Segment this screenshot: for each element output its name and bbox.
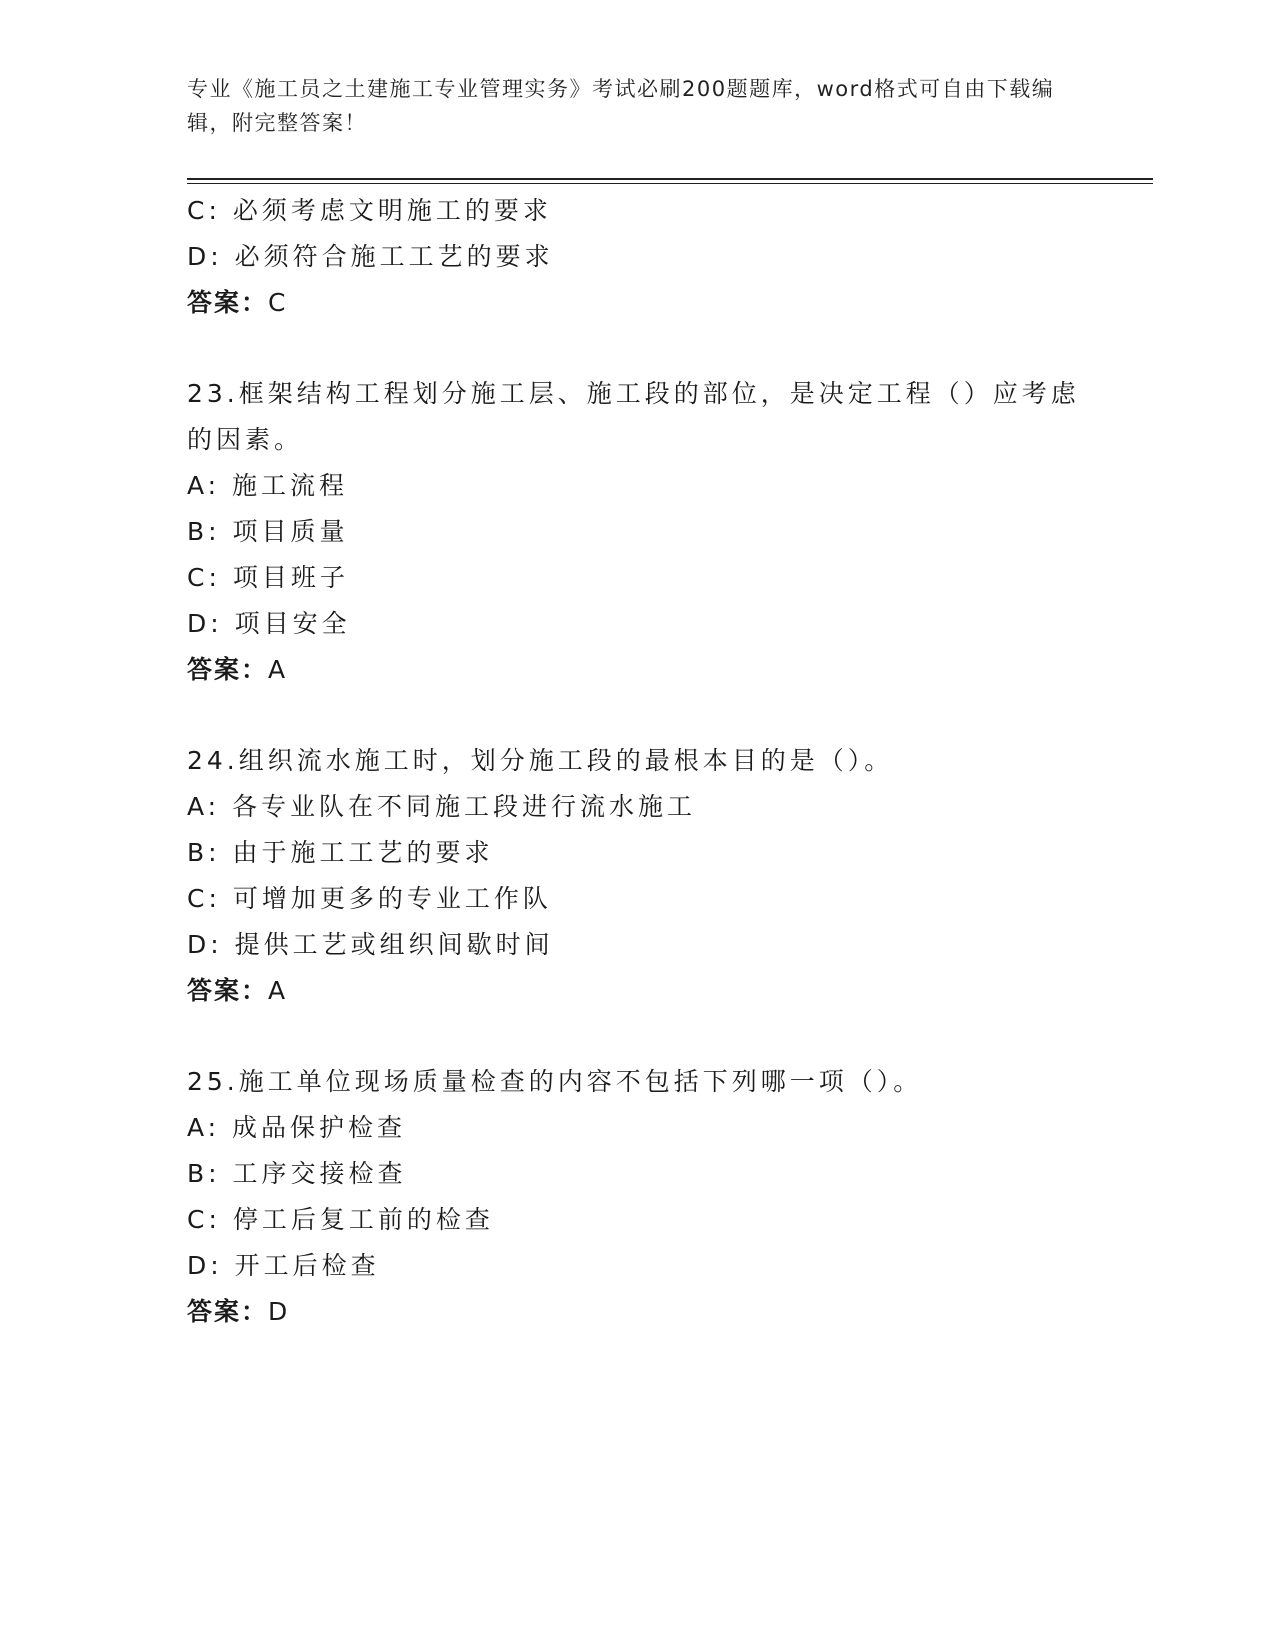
- answer-line: [187, 280, 1087, 326]
- option-text: 项目质量: [232, 517, 349, 546]
- option-key: A:: [187, 792, 221, 821]
- header-rule-thick: [187, 178, 1153, 180]
- option-b: [187, 830, 1087, 876]
- option-key: A:: [187, 1113, 221, 1142]
- option-text: 必须符合施工工艺的要求: [234, 242, 554, 271]
- option-text: 由于施工工艺的要求: [232, 838, 494, 867]
- option-text: 工序交接检查: [232, 1159, 407, 1188]
- option-c: [187, 555, 1087, 601]
- option-key: A:: [187, 471, 221, 500]
- answer-label: 答案：: [187, 1297, 269, 1326]
- question-text: 24.组织流水施工时，划分施工段的最根本目的是（）。: [187, 746, 894, 775]
- answer-label: 答案：: [187, 655, 269, 684]
- option-text: 必须考虑文明施工的要求: [232, 196, 552, 225]
- answer-line: [187, 968, 1087, 1014]
- option-a: [187, 463, 1087, 509]
- option-text: 项目班子: [232, 563, 349, 592]
- answer-label: 答案：: [187, 976, 269, 1005]
- option-b: [187, 1151, 1087, 1197]
- option-key: C:: [187, 884, 221, 913]
- spacer: [187, 326, 1087, 371]
- option-text: 开工后检查: [234, 1251, 380, 1280]
- option-d: [187, 234, 1087, 280]
- option-key: D:: [187, 1251, 223, 1280]
- option-key: C:: [187, 563, 221, 592]
- answer-value: C: [268, 288, 288, 317]
- option-key: C:: [187, 196, 221, 225]
- option-d: [187, 601, 1087, 647]
- question-list: [187, 188, 1087, 1335]
- option-c: [187, 188, 1087, 234]
- spacer: [187, 693, 1087, 738]
- option-text: 项目安全: [234, 609, 351, 638]
- answer-label: 答案：: [187, 288, 269, 317]
- option-text: 施工流程: [232, 471, 349, 500]
- option-key: D:: [187, 242, 223, 271]
- option-c: [187, 876, 1087, 922]
- answer-line: [187, 1289, 1087, 1335]
- option-text: 成品保护检查: [232, 1113, 407, 1142]
- option-text: 停工后复工前的检查: [232, 1205, 494, 1234]
- document-header: 专业《施工员之土建施工专业管理实务》考试必刷200题题库，word格式可自由下载编辑，附完整答案！: [187, 77, 1055, 135]
- option-key: D:: [187, 609, 223, 638]
- option-b: [187, 509, 1087, 555]
- question-text: 25.施工单位现场质量检查的内容不包括下列哪一项（）。: [187, 1067, 923, 1096]
- spacer: [187, 1014, 1087, 1059]
- option-key: C:: [187, 1205, 221, 1234]
- option-key: B:: [187, 517, 221, 546]
- option-key: D:: [187, 930, 223, 959]
- header-rule-thin: [187, 183, 1153, 184]
- option-text: 可增加更多的专业工作队: [232, 884, 552, 913]
- answer-value: A: [268, 976, 288, 1005]
- answer-line: [187, 647, 1087, 693]
- option-a: [187, 1105, 1087, 1151]
- option-a: [187, 784, 1087, 830]
- option-d: [187, 1243, 1087, 1289]
- option-text: 各专业队在不同施工段进行流水施工: [232, 792, 697, 821]
- answer-value: A: [268, 655, 288, 684]
- answer-value: D: [268, 1297, 290, 1326]
- option-d: [187, 922, 1087, 968]
- question-text: 23.框架结构工程划分施工层、施工段的部位，是决定工程（）应考虑的因素。: [187, 379, 1080, 454]
- option-key: B:: [187, 1159, 221, 1188]
- option-key: B:: [187, 838, 221, 867]
- option-text: 提供工艺或组织间歇时间: [234, 930, 554, 959]
- option-c: [187, 1197, 1087, 1243]
